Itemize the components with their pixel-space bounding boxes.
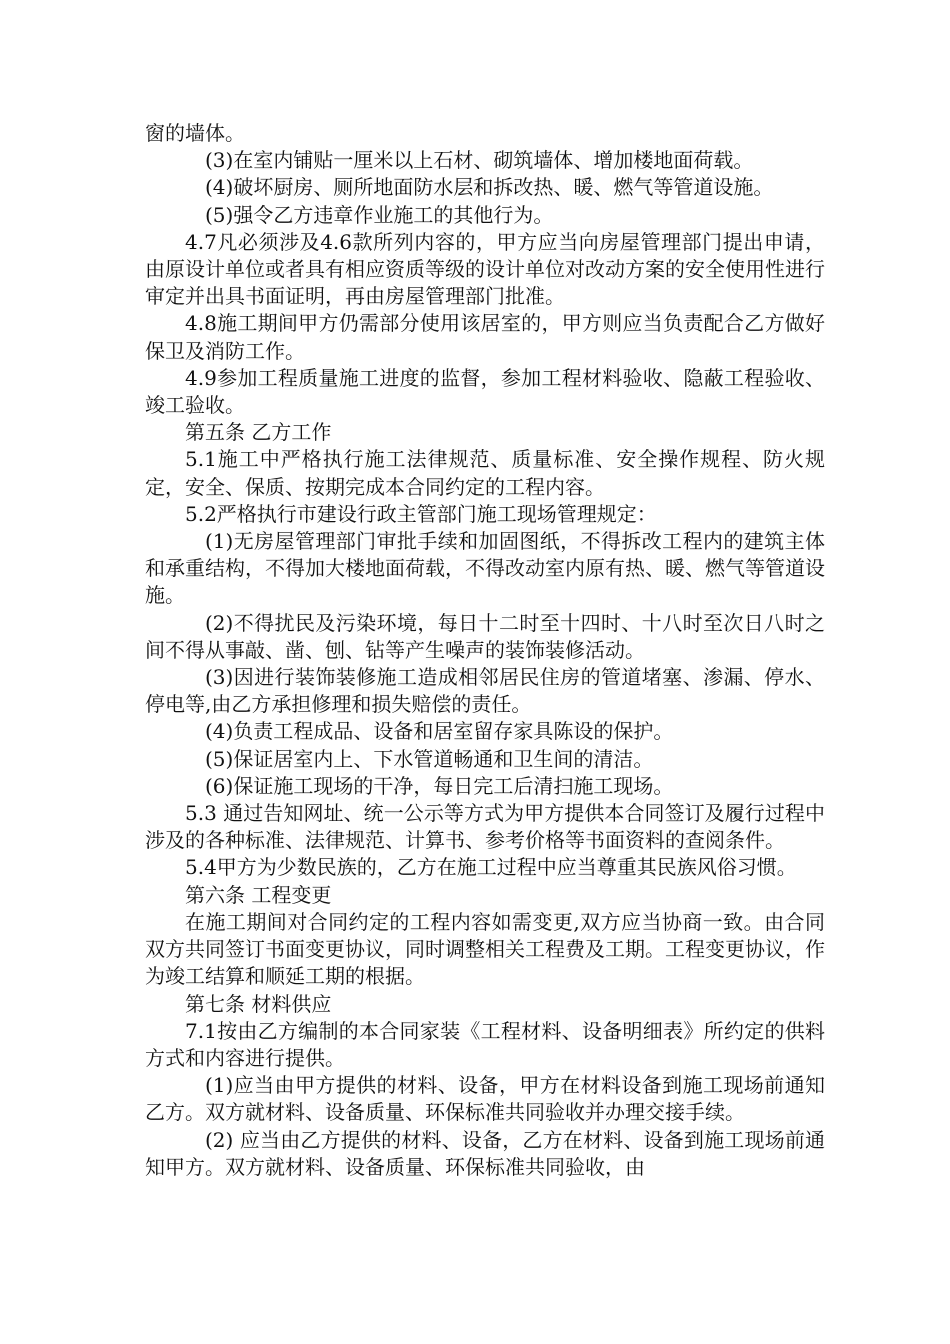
paragraph: 在施工期间对合同约定的工程内容如需变更,双方应当协商一致。由合同双方共同签订书面变更协议，同时调整相关工程费及工期。工程变更协议，作为竣工结算和顺延工期的根据。 xyxy=(145,909,825,989)
section-heading: 第七条 材料供应 xyxy=(185,991,332,1016)
paragraph: (3)在室内铺贴一厘米以上石材、砌筑墙体、增加楼地面荷载。 xyxy=(205,148,754,173)
paragraph: (2) 应当由乙方提供的材料、设备，乙方在材料、设备到施工现场前通知甲方。双方就材料、设备质量、环保标准共同验收，由 xyxy=(145,1127,825,1179)
paragraph: 4.8施工期间甲方仍需部分使用该居室的，甲方则应当负责配合乙方做好保卫及消防工作。 xyxy=(145,311,825,363)
section-heading: 第六条 工程变更 xyxy=(185,882,332,907)
paragraph: 5.2严格执行市建设行政主管部门施工现场管理规定： xyxy=(185,501,657,526)
paragraph: 窗的墙体。 xyxy=(145,121,245,145)
paragraph: (1)无房屋管理部门审批手续和加固图纸，不得拆改工程内的建筑主体和承重结构，不得加大楼地面荷载，不得改动室内原有热、暖、燃气等管道设施。 xyxy=(145,529,825,608)
paragraph: 4.9参加工程质量施工进度的监督，参加工程材料验收、隐蔽工程验收、竣工验收。 xyxy=(145,365,825,418)
paragraph: (5)保证居室内上、下水管道畅通和卫生间的清洁。 xyxy=(205,746,654,771)
paragraph: (4)破坏厨房、厕所地面防水层和拆改热、暖、燃气等管道设施。 xyxy=(205,175,774,200)
document-body xyxy=(145,120,825,1181)
paragraph: 5.1施工中严格执行施工法律规范、质量标准、安全操作规程、防火规定，安全、保质、按期完成本合同约定的工程内容。 xyxy=(145,447,825,499)
paragraph: (5)强令乙方违章作业施工的其他行为。 xyxy=(205,202,554,227)
paragraph: 5.4甲方为少数民族的，乙方在施工过程中应当尊重其民族风俗习惯。 xyxy=(185,855,797,880)
paragraph: 5.3 通过告知网址、统一公示等方式为甲方提供本合同签订及履行过程中涉及的各种标准、法律规范、计算书、参考价格等书面资料的查阅条件。 xyxy=(145,801,825,853)
paragraph: (2)不得扰民及污染环境，每日十二时至十四时、十八时至次日八时之间不得从事敲、凿、刨、钻等产生噪声的装饰装修活动。 xyxy=(145,610,825,662)
paragraph: (1)应当由甲方提供的材料、设备，甲方在材料设备到施工现场前通知乙方。双方就材料、设备质量、环保标准共同验收并办理交接手续。 xyxy=(145,1073,825,1125)
paragraph: (6)保证施工现场的干净，每日完工后清扫施工现场。 xyxy=(205,773,674,798)
paragraph: (3)因进行装饰装修施工造成相邻居民住房的管道堵塞、渗漏、停水、停电等,由乙方承担修理和损失赔偿的责任。 xyxy=(145,665,825,717)
paragraph: 4.7凡必须涉及4.6款所列内容的，甲方应当向房屋管理部门提出申请，由原设计单位或者具有相应资质等级的设计单位对改动方案的安全使用性进行审定并出具书面证明，再由房屋管理部门批准。 xyxy=(145,229,825,309)
paragraph: (4)负责工程成品、设备和居室留存家具陈设的保护。 xyxy=(205,719,674,744)
paragraph: 7.1按由乙方编制的本合同家装《工程材料、设备明细表》所约定的供料方式和内容进行提供。 xyxy=(145,1018,825,1070)
section-heading: 第五条 乙方工作 xyxy=(185,420,332,445)
